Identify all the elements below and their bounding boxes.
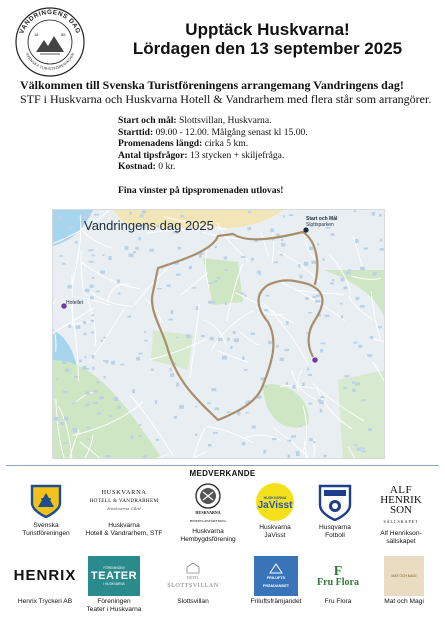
cost-row: Kostnad: 0 kr. bbox=[118, 161, 176, 173]
map-building bbox=[83, 366, 87, 370]
map-building bbox=[344, 375, 349, 377]
sponsor-hif: Husqvarna Fotboll bbox=[306, 482, 364, 540]
map-building bbox=[358, 345, 362, 348]
map-building bbox=[331, 233, 335, 236]
map-building bbox=[268, 341, 272, 344]
map-building bbox=[178, 247, 181, 250]
map-building bbox=[131, 435, 134, 439]
intro-headline: Välkommen till Svenska Turistföreningens arrangemang Vandringens dag! bbox=[20, 78, 404, 92]
map-building bbox=[344, 286, 348, 289]
map-building bbox=[85, 391, 89, 394]
map-building bbox=[96, 291, 100, 293]
map-building bbox=[320, 409, 322, 413]
map-building bbox=[273, 262, 278, 264]
hotell-logo: HUSKVARNA HOTELL & VANDRARHEM Huskvarna Gård bbox=[89, 489, 159, 511]
map-building bbox=[156, 439, 159, 441]
map-building bbox=[139, 237, 142, 240]
map-building bbox=[100, 270, 105, 273]
map-building bbox=[155, 400, 157, 404]
map-building bbox=[242, 442, 245, 446]
map-building bbox=[125, 246, 129, 250]
map-building bbox=[69, 325, 72, 329]
map-building bbox=[196, 306, 199, 310]
map-building bbox=[218, 338, 222, 341]
map-building bbox=[167, 285, 171, 287]
stf-logo bbox=[14, 482, 78, 520]
map-building bbox=[346, 271, 350, 274]
map-building bbox=[139, 435, 142, 437]
map-building bbox=[320, 349, 323, 353]
map-building bbox=[68, 226, 73, 228]
map-building bbox=[352, 389, 356, 392]
map-building bbox=[322, 258, 324, 261]
map-building bbox=[325, 315, 330, 318]
map-building bbox=[85, 289, 90, 292]
map-building bbox=[373, 272, 377, 276]
map-building bbox=[58, 216, 61, 220]
map-building bbox=[109, 415, 112, 417]
map-building bbox=[299, 426, 301, 428]
map-building bbox=[321, 343, 326, 345]
map-building bbox=[272, 438, 276, 440]
map-building bbox=[234, 338, 239, 342]
map-building bbox=[101, 340, 103, 342]
map-building bbox=[276, 345, 279, 348]
map-building bbox=[87, 438, 90, 440]
map-building bbox=[265, 386, 267, 388]
map-building bbox=[88, 214, 91, 217]
map-building bbox=[207, 402, 211, 404]
map-building bbox=[263, 450, 266, 454]
map-building bbox=[225, 269, 228, 271]
map-building bbox=[320, 396, 324, 398]
logo-year-left: 18 bbox=[34, 32, 39, 37]
map-building bbox=[227, 411, 231, 413]
map-building bbox=[201, 335, 205, 337]
map-building bbox=[114, 397, 118, 401]
map-building bbox=[199, 254, 202, 258]
logo-year-right: 85 bbox=[61, 32, 66, 37]
route-map bbox=[52, 209, 385, 459]
map-building bbox=[323, 455, 326, 458]
map-building bbox=[117, 280, 120, 284]
park-marker bbox=[312, 357, 318, 363]
sponsor-hotell: HUSKVARNA HOTELL & VANDRARHEM Huskvarna Gård Huskvarna Hotell & Vandrarhem, STF bbox=[80, 482, 168, 538]
intro bbox=[20, 78, 432, 106]
map-building bbox=[93, 390, 98, 393]
map-building bbox=[76, 325, 81, 329]
map-building bbox=[151, 368, 154, 371]
map-building bbox=[348, 269, 352, 271]
map-building bbox=[354, 210, 356, 212]
map-building bbox=[286, 382, 288, 385]
map-building bbox=[247, 227, 251, 230]
map-building bbox=[208, 282, 212, 284]
map-building bbox=[64, 417, 68, 421]
map-building bbox=[299, 275, 302, 279]
map-building bbox=[157, 288, 162, 290]
map-building bbox=[89, 249, 94, 251]
map-building bbox=[62, 263, 66, 265]
map-building bbox=[86, 403, 90, 406]
map-building bbox=[208, 301, 213, 304]
map-building bbox=[233, 331, 236, 334]
map-building bbox=[309, 438, 312, 441]
map-building bbox=[313, 441, 315, 443]
map-building bbox=[309, 247, 313, 251]
map-building bbox=[144, 340, 147, 342]
map-building bbox=[251, 333, 255, 335]
map-building bbox=[252, 426, 256, 429]
sponsor-stf: Svenska Turistföreningen bbox=[14, 482, 78, 538]
map-building bbox=[311, 261, 316, 264]
map-building bbox=[129, 212, 132, 215]
length-row: Promenadens längd: cirka 5 km. bbox=[118, 138, 249, 150]
prize-text: Fina vinster på tipspromenaden utlovas! bbox=[118, 184, 284, 196]
map-building bbox=[308, 312, 312, 314]
map-building bbox=[169, 368, 171, 372]
map-building bbox=[117, 406, 121, 409]
map-building bbox=[316, 295, 320, 297]
map-building bbox=[378, 326, 382, 328]
map-building bbox=[332, 279, 335, 281]
vandringens-dag-logo bbox=[14, 6, 86, 78]
map-building bbox=[177, 274, 181, 276]
map-building bbox=[281, 239, 283, 241]
map-building bbox=[241, 292, 244, 295]
map-title: Vandringens dag 2025 bbox=[84, 218, 214, 233]
map-building bbox=[292, 385, 295, 389]
map-building bbox=[210, 337, 214, 340]
map-building bbox=[97, 413, 101, 415]
map-building bbox=[353, 342, 357, 344]
map-building bbox=[340, 278, 344, 282]
sponsor-javisst: HUSKVARNA JaVisst Huskvarna JaVisst bbox=[248, 482, 302, 540]
map-building bbox=[291, 435, 296, 437]
map-building bbox=[59, 255, 63, 256]
map-building bbox=[245, 412, 248, 414]
map-building bbox=[317, 243, 319, 245]
map-building bbox=[355, 297, 359, 300]
page-title bbox=[100, 20, 435, 58]
alf-logo: ALF HENRIK SON SÄLLSKAPET bbox=[380, 483, 422, 524]
map-building bbox=[75, 241, 78, 244]
map-building bbox=[186, 334, 191, 338]
hembygd-logo: HUSKVARNA HEMBYGDSFÖRENING bbox=[172, 482, 244, 526]
map-building bbox=[289, 214, 293, 216]
map-building bbox=[368, 428, 372, 431]
map-building bbox=[65, 219, 67, 221]
slottsvillan-logo: HOTEL SLOTTSVILLAN bbox=[160, 556, 226, 596]
map-building bbox=[215, 246, 217, 248]
map-building bbox=[104, 337, 106, 339]
map-building bbox=[360, 305, 365, 307]
map-building bbox=[251, 258, 254, 261]
map-building bbox=[361, 399, 366, 401]
divider bbox=[6, 465, 439, 466]
map-building bbox=[341, 315, 343, 318]
map-building bbox=[288, 455, 290, 459]
map-building bbox=[362, 447, 365, 449]
map-building bbox=[241, 256, 246, 258]
map-building bbox=[364, 247, 369, 249]
map-building bbox=[217, 277, 221, 279]
map-building bbox=[63, 442, 68, 444]
map-building bbox=[90, 296, 94, 299]
map-building bbox=[91, 320, 94, 322]
map-building bbox=[380, 238, 382, 242]
map-building bbox=[357, 448, 361, 451]
map-building bbox=[189, 266, 192, 269]
map-building bbox=[120, 364, 124, 366]
matochmagi-logo: MAT OCH MAGI bbox=[368, 556, 440, 596]
map-building bbox=[179, 405, 184, 409]
logo-text-bottom: SVENSKA TURISTFÖRENINGEN bbox=[24, 52, 76, 72]
map-building bbox=[222, 356, 227, 360]
sponsor-slottsvillan: HOTEL SLOTTSVILLAN Slottsvillan bbox=[160, 556, 226, 606]
map-building bbox=[62, 361, 66, 364]
map-building bbox=[340, 303, 343, 305]
map-building bbox=[355, 239, 358, 243]
map-building bbox=[90, 284, 94, 288]
map-building bbox=[111, 361, 115, 365]
questions-row: Antal tipsfrågor: 13 stycken + skiljefråga. bbox=[118, 149, 285, 161]
map-building bbox=[128, 316, 131, 318]
map-building bbox=[330, 283, 334, 285]
map-building bbox=[362, 451, 367, 453]
map-building bbox=[135, 247, 138, 250]
map-building bbox=[129, 254, 134, 258]
map-building bbox=[264, 309, 268, 311]
map-building bbox=[104, 376, 106, 378]
title-line-2: Lördagen den 13 september 2025 bbox=[132, 39, 403, 58]
title-line-1: Upptäck Huskvarna! bbox=[185, 20, 350, 39]
map-building bbox=[372, 212, 376, 216]
map-building bbox=[225, 302, 227, 305]
map-building bbox=[92, 355, 94, 359]
map-building bbox=[118, 292, 121, 294]
map-building bbox=[136, 357, 140, 361]
map-building bbox=[140, 215, 144, 218]
teater-logo: FÖRENINGEN TEATER I HUSKVARNA bbox=[82, 556, 146, 596]
map-building bbox=[177, 337, 179, 339]
map-building bbox=[302, 383, 305, 386]
logo-text-top: VANDRINGENS DAG bbox=[18, 8, 82, 35]
map-building bbox=[99, 396, 104, 399]
map-building bbox=[313, 296, 317, 298]
fruflora-logo: F Fru Flora bbox=[317, 564, 359, 588]
sponsor-friluft: FRILUFTS FRÄMJANDET Friluftsfrämjandet bbox=[240, 556, 312, 606]
henrix-logo: HENRIX bbox=[13, 567, 77, 584]
sponsor-fruflora: F Fru Flora Fru Flora bbox=[310, 556, 366, 606]
map-building bbox=[133, 251, 136, 253]
map-building bbox=[305, 297, 309, 300]
map-building bbox=[54, 417, 59, 421]
map-building bbox=[379, 214, 382, 217]
map-building bbox=[79, 360, 82, 363]
map-building bbox=[143, 455, 146, 458]
map-building bbox=[283, 215, 285, 217]
map-building bbox=[248, 211, 251, 213]
friluft-logo: FRILUFTS FRÄMJANDET bbox=[240, 556, 312, 596]
map-building bbox=[270, 228, 273, 232]
map-building bbox=[298, 264, 300, 267]
map-building bbox=[84, 333, 87, 336]
map-building bbox=[86, 427, 90, 429]
sponsor-hembygd: HUSKVARNA HEMBYGDSFÖRENING Huskvarna Hembygdsförening bbox=[172, 482, 244, 544]
sponsors-heading: MEDVERKANDE bbox=[189, 469, 256, 478]
map-building bbox=[72, 428, 76, 430]
map-building bbox=[281, 243, 285, 246]
map-building bbox=[94, 214, 99, 216]
map-building bbox=[211, 388, 216, 391]
map-building bbox=[213, 432, 218, 434]
map-building bbox=[343, 387, 347, 389]
map-building bbox=[108, 256, 111, 260]
map-building bbox=[92, 277, 94, 279]
map-building bbox=[230, 346, 232, 349]
map-building bbox=[67, 285, 72, 288]
map-building bbox=[55, 378, 58, 380]
map-building bbox=[92, 255, 95, 257]
map-building bbox=[106, 360, 109, 364]
map-building bbox=[91, 331, 94, 333]
map-building bbox=[174, 416, 177, 419]
map-building bbox=[83, 321, 86, 324]
sponsor-teater: FÖRENINGEN TEATER I HUSKVARNA Föreningen Teater i Huskvarna bbox=[82, 556, 146, 614]
map-building bbox=[315, 300, 320, 303]
map-building bbox=[380, 248, 385, 251]
map-building bbox=[91, 314, 93, 316]
map-building bbox=[370, 336, 374, 339]
map-building bbox=[257, 271, 261, 274]
map-building bbox=[214, 280, 218, 282]
map-building bbox=[227, 338, 230, 342]
map-building bbox=[181, 215, 184, 218]
map-building bbox=[149, 249, 154, 252]
map-building bbox=[287, 440, 291, 442]
map-building bbox=[266, 295, 270, 297]
map-start-label: Start och Mål Slottsparken bbox=[306, 216, 338, 228]
map-building bbox=[176, 383, 179, 387]
map-building bbox=[144, 331, 146, 333]
map-building bbox=[307, 368, 309, 371]
map-building bbox=[360, 267, 365, 271]
map-building bbox=[132, 389, 135, 393]
hif-logo bbox=[306, 482, 364, 522]
map-building bbox=[106, 455, 110, 457]
map-building bbox=[304, 262, 309, 266]
map-building bbox=[142, 210, 146, 213]
event-details bbox=[118, 115, 428, 197]
map-building bbox=[63, 391, 68, 393]
map-building bbox=[367, 354, 372, 357]
map-building bbox=[354, 444, 357, 446]
map-building bbox=[139, 353, 143, 355]
map-building bbox=[286, 321, 289, 325]
time-row: Starttid: 09.00 - 12.00. Målgång senast kl 15.00. bbox=[118, 126, 308, 138]
map-building bbox=[65, 369, 69, 372]
map-building bbox=[139, 424, 142, 426]
map-building bbox=[280, 358, 285, 361]
map-building bbox=[96, 382, 100, 384]
map-building bbox=[89, 261, 94, 263]
map-building bbox=[284, 349, 289, 351]
map-building bbox=[280, 254, 283, 256]
map-hotel-label: Hotellet bbox=[66, 300, 83, 306]
map-building bbox=[60, 422, 65, 425]
map-building bbox=[244, 294, 246, 296]
sponsor-alf: ALF HENRIK SON SÄLLSKAPET Alf Henrikson- sällskapet bbox=[364, 482, 438, 546]
map-building bbox=[72, 403, 75, 405]
map-building bbox=[244, 369, 247, 371]
map-building bbox=[191, 287, 196, 289]
map-building bbox=[319, 400, 324, 404]
map-building bbox=[352, 381, 355, 384]
start-row: Start och mål: Slottsvillan, Huskvarna. bbox=[118, 115, 272, 126]
sponsor-henrix: HENRIX Henrix Tryckeri AB bbox=[10, 556, 80, 606]
map-building bbox=[208, 444, 212, 447]
map-building bbox=[224, 256, 227, 259]
map-building bbox=[102, 254, 104, 256]
map-building bbox=[308, 374, 312, 376]
map-building bbox=[74, 376, 78, 378]
map-building bbox=[195, 434, 197, 436]
map-building bbox=[308, 403, 312, 405]
sponsor-matochmagi: MAT OCH MAGI Mat och Magi bbox=[368, 556, 440, 606]
map-building bbox=[195, 406, 197, 408]
map-building bbox=[171, 310, 174, 314]
map-building bbox=[93, 402, 97, 404]
map-building bbox=[355, 382, 360, 385]
javisst-logo: HUSKVARNA JaVisst bbox=[248, 482, 302, 522]
map-building bbox=[296, 451, 300, 453]
map-building bbox=[84, 356, 86, 358]
map-building bbox=[215, 407, 220, 410]
map-building bbox=[92, 367, 94, 370]
intro-text: STF i Huskvarna och Huskvarna Hotell & Vandrarhem med flera står som arrangörer. bbox=[20, 92, 432, 106]
start-marker bbox=[303, 227, 308, 232]
map-building bbox=[169, 319, 173, 321]
map-building bbox=[170, 373, 174, 377]
map-building bbox=[242, 356, 245, 360]
